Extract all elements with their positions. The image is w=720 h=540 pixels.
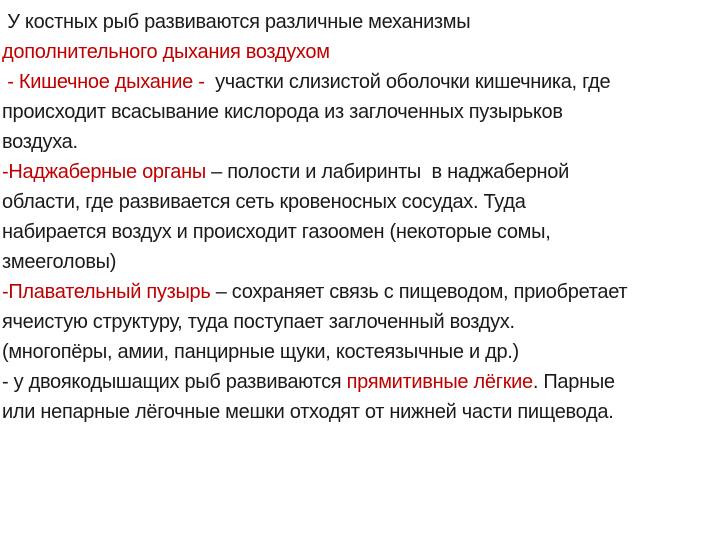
text-line: [2, 97, 718, 127]
text-line: [2, 367, 718, 397]
text-segment: . Парные: [532, 371, 615, 393]
text-segment: (многопёры, амии, панцирные щуки, костеязычные и др.): [2, 341, 519, 363]
text-line: [2, 247, 718, 277]
text-segment: -Плавательный пузырь: [2, 281, 211, 303]
text-segment: - у двоякодышащих рыб развиваются: [2, 371, 347, 393]
text-line: [2, 187, 718, 217]
text-segment: набирается воздух и происходит газоомен (некоторые сомы,: [2, 221, 551, 243]
text-segment: – полости и лабиринты в наджаберной: [205, 161, 569, 183]
text-segment: участки слизистой оболочки кишечника, где: [209, 71, 611, 93]
text-line: [2, 67, 718, 97]
text-segment: дополнительного дыхания воздухом: [2, 41, 330, 63]
text-segment: - Кишечное дыхание -: [2, 71, 210, 93]
text-segment: змееголовы): [2, 251, 117, 273]
text-line: [2, 277, 718, 307]
text-line: [2, 217, 718, 247]
text-segment: -Наджаберные органы: [2, 161, 206, 183]
slide-text-block: [2, 7, 718, 427]
text-line: [2, 157, 718, 187]
text-segment: прямитивные лёгкие: [346, 371, 533, 393]
text-segment: области, где развивается сеть кровеносных сосудах. Туда: [2, 191, 526, 213]
text-segment: – сохраняет связь с пищеводом, приобретает: [210, 281, 628, 303]
text-line: [2, 127, 718, 157]
text-segment: воздуха.: [2, 131, 78, 153]
text-segment: У костных рыб развиваются различные механизмы: [2, 11, 471, 33]
text-segment: происходит всасывание кислорода из заглоченных пузырьков: [2, 101, 563, 123]
text-line: [2, 307, 718, 337]
text-segment: ячеистую структуру, туда поступает заглоченный воздух.: [2, 311, 515, 333]
text-segment: или непарные лёгочные мешки отходят от нижней части пищевода.: [2, 401, 614, 423]
text-line: [2, 337, 718, 367]
text-line: [2, 37, 718, 67]
text-line: [2, 7, 718, 37]
text-line: [2, 397, 718, 427]
